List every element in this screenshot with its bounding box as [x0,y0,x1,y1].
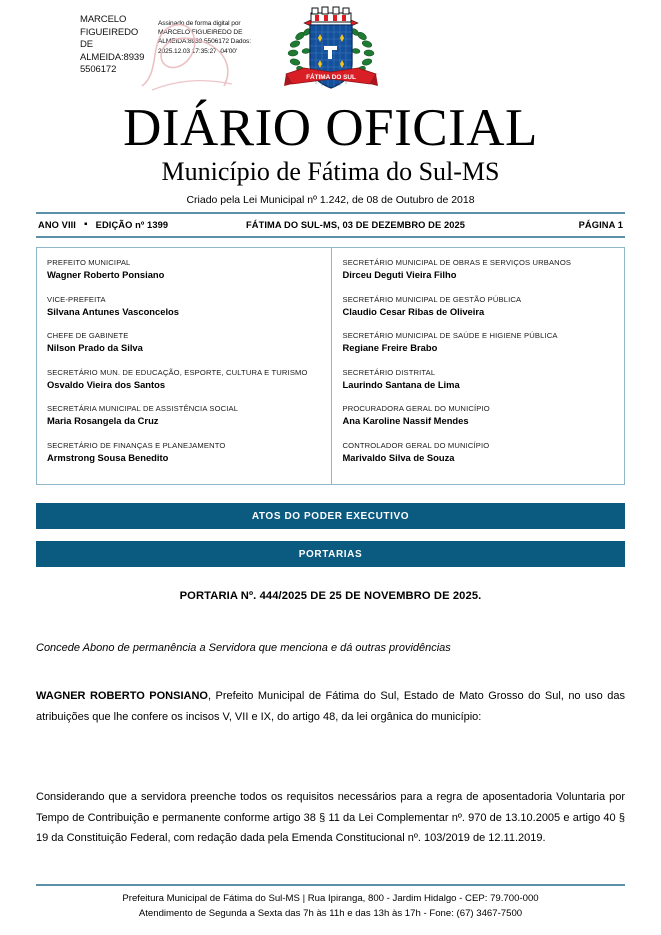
footer-line-1: Prefeitura Municipal de Fátima do Sul-MS | Rua Ipiranga, 800 - Jardim Hidalgo - CEP: 79.700-000 [122,893,539,904]
official-entry [343,367,625,391]
edition-rule-bottom [36,236,625,238]
page-footer [36,884,625,921]
official-name: Claudio Cesar Ribas de Oliveira [342,305,485,317]
official-role: PROCURADORA GERAL DO MUNICÍPIO [342,404,490,413]
official-name: Regiane Freire Brabo [342,342,438,353]
official-role: SECRETÁRIO DE FINANÇAS E PLANEJAMENTO [47,440,226,450]
signature-details-text: Assinado de forma digital por MARCELO FIGUEIREDO DE ALMEIDA:8939 5506172 Dados: 2025.12.03 17:35:27 -04'00' [158,20,251,55]
edition-page-number: PÁGINA 1 [578,220,623,230]
page-title: DIÁRIO OFICIAL [123,99,538,157]
officials-column-left [37,248,331,484]
official-role: SECRETÁRIO MUNICIPAL DE GESTÃO PÚBLICA [342,294,522,304]
portaria-paragraph-1 [36,686,625,727]
official-entry [343,403,625,427]
official-role: SECRETÁRIO MUNICIPAL DE OBRAS E SERVIÇOS URBANOS [342,258,572,267]
official-role: SECRETÁRIO MUN. DE EDUCAÇÃO, ESPORTE, CULTURA E TURISMO [47,367,308,377]
coat-of-arms-icon [282,6,380,98]
portaria-ementa: Concede Abono de permanência a Servidora que menciona e dá outras providências [36,642,451,654]
official-entry [343,440,625,464]
portaria-authority-name: WAGNER ROBERTO PONSIANO [36,690,208,702]
officials-column-right [331,248,625,484]
official-role: SECRETÁRIO MUNICIPAL DE SAÚDE E HIGIENE PÚBLICA [342,331,558,340]
edition-left-group [38,220,236,230]
official-name: Nilson Prado da Silva [47,342,143,353]
edition-separator-icon: ▪ [84,219,88,230]
official-name: Armstrong Sousa Benedito [47,451,169,463]
official-role: PREFEITO MUNICIPAL [47,258,131,267]
official-name: Laurindo Santana de Lima [342,378,460,390]
official-entry [47,294,331,318]
coat-ribbon-text: FÁTIMA DO SUL [306,74,356,81]
official-name: Wagner Roberto Ponsiano [47,269,165,280]
edition-bar-wrapper [36,212,625,238]
portaria-paragraph-1-rest: , Prefeito Municipal de Fátima do Sul, Estado de Mato Grosso do Sul, no uso das atribuições que lhe confere os incisos V, VII e IX, do artigo 48, da lei orgânica do município: [36,690,625,723]
masthead [0,100,661,207]
officials-table [36,247,625,485]
official-entry [343,257,625,281]
official-name: Dirceu Deguti Vieira Filho [342,269,457,280]
section-banner-atos-poder-executivo: ATOS DO PODER EXECUTIVO [36,503,625,529]
official-entry [47,257,331,281]
edition-year: ANO VIII [38,220,76,230]
official-role: CONTROLADOR GERAL DO MUNICÍPIO [342,440,490,450]
edition-place-date: FÁTIMA DO SUL-MS, 03 DE DEZEMBRO DE 2025 [246,220,466,230]
official-name: Ana Karoline Nassif Mendes [342,415,469,426]
official-role: VICE-PREFEITA [47,294,106,304]
official-entry [343,330,625,354]
official-entry [343,294,625,318]
footer-line-2: Atendimento de Segunda a Sexta das 7h às 11h e das 13h às 17h - Fone: (67) 3467-7500 [138,908,523,919]
masthead-law-line: Criado pela Lei Municipal nº 1.242, de 08 de Outubro de 2018 [186,194,475,206]
edition-number: EDIÇÃO nº 1399 [95,220,169,230]
official-name: Silvana Antunes Vasconcelos [47,305,179,317]
official-entry [47,440,331,464]
official-entry [47,403,331,427]
digital-signature-stamp [80,14,280,96]
portaria-title: PORTARIA Nº. 444/2025 DE 25 DE NOVEMBRO DE 2025. [179,590,482,602]
official-role: SECRETÁRIO DISTRITAL [342,367,436,377]
signature-certificate-name: MARCELO FIGUEIREDO DE ALMEIDA:8939 5506172 [80,14,145,76]
official-name: Marivaldo Silva de Souza [342,451,455,463]
official-role: CHEFE DE GABINETE [47,331,129,340]
masthead-subtitle: Município de Fátima do Sul-MS [161,157,500,186]
portaria-paragraph-2: Considerando que a servidora preenche todos os requisitos necessários para a regra de aposentadoria Voluntaria por Tempo de Contribuição e permanente conforme artigo 38 § 11 da Lei Complementar nº. 970 de 13.10.2005 e artigo 40 § 19 da Constituição Federal, com redação dada pela Emenda Constitucional nº. 103/2019 de 12.11.2019. [36,791,625,844]
section-banner-portarias: PORTARIAS [36,541,625,567]
official-name: Osvaldo Vieira dos Santos [47,378,166,390]
official-entry [47,330,331,354]
official-name: Maria Rosangela da Cruz [47,415,159,426]
edition-bar [36,214,625,236]
official-role: SECRETÁRIA MUNICIPAL DE ASSISTÊNCIA SOCIAL [47,404,239,413]
official-entry [47,367,331,391]
